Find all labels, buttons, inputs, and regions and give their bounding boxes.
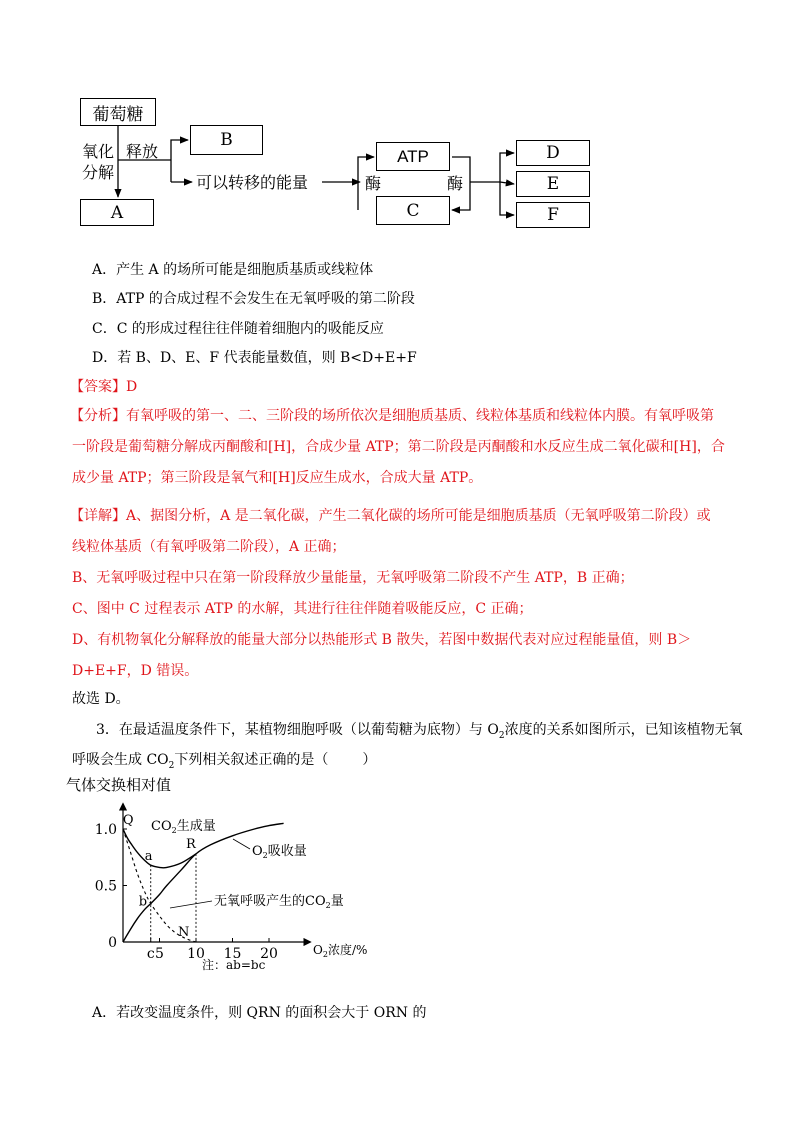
y-tick-label-1: 0.5 — [94, 878, 117, 895]
x-axis-label: $O_2$浓度/% — [313, 943, 368, 959]
conclusion-line: 故选 D。 — [72, 691, 130, 707]
q3-stem-line-2: 呼吸会生成 $CO_2$下列相关叙述正确的是（ ） — [72, 752, 377, 771]
o2-absorption-line — [123, 823, 284, 942]
chart-svg — [60, 770, 400, 980]
label-o2-absorption: $O_2$吸收量 — [252, 844, 307, 860]
q2-option-d: D．若 B、D、E、F 代表能量数值，则 B<D+E+F — [92, 350, 417, 366]
box-f: F — [516, 202, 590, 228]
enzyme-left-label: 酶 — [365, 174, 382, 193]
decomposition-label: 分解 — [82, 163, 115, 182]
box-d: D — [516, 140, 590, 166]
answer-line: 【答案】D — [70, 379, 138, 395]
detail-line-1: 【详解】A、据图分析，A 是二氧化碳，产生二氧化碳的场所可能是细胞质基质（无氧呼吸第二阶段）或 — [70, 508, 711, 524]
enzyme-right-label: 酶 — [447, 174, 464, 193]
analysis-line-1: 【分析】有氧呼吸的第一、二、三阶段的场所依次是细胞质基质、线粒体基质和线粒体内膜。有氧呼吸第 — [70, 408, 714, 424]
point-label-r: R — [186, 836, 196, 852]
detail-line-3: B、无氧呼吸过程中只在第一阶段释放少量能量，无氧呼吸第二阶段不产生 ATP，B 正确； — [72, 570, 634, 586]
box-c: C — [376, 196, 450, 225]
y-tick-label-0: 0 — [108, 935, 117, 951]
point-label-q: Q — [122, 812, 134, 828]
arrow-to-d — [500, 153, 514, 182]
detail-line-4: C、图中 C 过程表示 ATP 的水解，其进行往往伴随着吸能反应，C 正确； — [72, 601, 533, 617]
label-anaerobic-co2: 无氧呼吸产生的$CO_2$量 — [214, 894, 344, 910]
box-a: A — [80, 199, 154, 226]
arrow-to-e — [500, 182, 514, 184]
chart-note: 注：ab=bc — [202, 958, 266, 972]
point-label-a: a — [144, 849, 153, 865]
x-tick-label-1: 5 — [155, 946, 164, 962]
glucose-box: 葡萄糖 — [80, 98, 156, 126]
y-tick-label-2: 1.0 — [94, 822, 117, 838]
arrow-to-b — [171, 140, 188, 182]
arrow-to-f — [500, 182, 514, 215]
x-tick-label-2: 10 — [187, 946, 205, 962]
analysis-line-3: 成少量 ATP；第三阶段是氧气和[H]反应生成水，合成大量 ATP。 — [72, 470, 483, 486]
detail-line-5: D、有机物氧化分解释放的能量大部分以热能形式 B 散失，若图中数据代表对应过程能量值，则 B＞ — [72, 632, 692, 648]
q2-option-c: C．C 的形成过程往往伴随着细胞内的吸能反应 — [92, 321, 384, 337]
x-tick-label-3: 15 — [223, 946, 242, 962]
q3-stem-line-1: 3．在最适温度条件下，某植物细胞呼吸（以葡萄糖为底物）与 $O_2$浓度的关系如图所示，已知该植物无氧 — [96, 722, 743, 741]
q2-option-a: A．产生 A 的场所可能是细胞质基质或线粒体 — [92, 262, 374, 278]
detail-line-2: 线粒体基质（有氧呼吸第二阶段），A 正确； — [72, 539, 346, 555]
detail-line-6: D+E+F，D 错误。 — [72, 663, 199, 679]
transferable-energy-label: 可以转移的能量 — [196, 173, 309, 192]
x-tick-label-0: c — [146, 946, 155, 962]
gas-exchange-chart — [60, 770, 400, 980]
q2-option-b: B．ATP 的合成过程不会发生在无氧呼吸的第二阶段 — [92, 291, 415, 307]
box-atp: ATP — [376, 142, 450, 171]
detail-label: 【详解】 — [70, 508, 126, 524]
release-label: 释放 — [126, 142, 159, 161]
oxidation-label: 氧化 — [82, 142, 115, 161]
label-o2-leader — [233, 839, 250, 849]
x-tick-label-4: 20 — [260, 946, 278, 962]
label-anaerobic-leader — [170, 901, 212, 908]
q3-option-a: A．若改变温度条件，则 QRN 的面积会大于 ORN 的 — [92, 1005, 427, 1021]
label-co2-production: $CO_2$生成量 — [151, 819, 216, 835]
point-label-n: N — [178, 925, 190, 940]
box-e: E — [516, 171, 590, 197]
y-axis-label: 气体交换相对值 — [66, 776, 172, 794]
box-b: B — [190, 125, 263, 155]
point-label-b: b — [138, 894, 148, 910]
analysis-label: 【分析】 — [70, 408, 126, 424]
analysis-line-2: 一阶段是葡萄糖分解成丙酮酸和[H]，合成少量 ATP；第二阶段是丙酮酸和水反应生成二氧化碳和[H]，合 — [72, 439, 725, 455]
